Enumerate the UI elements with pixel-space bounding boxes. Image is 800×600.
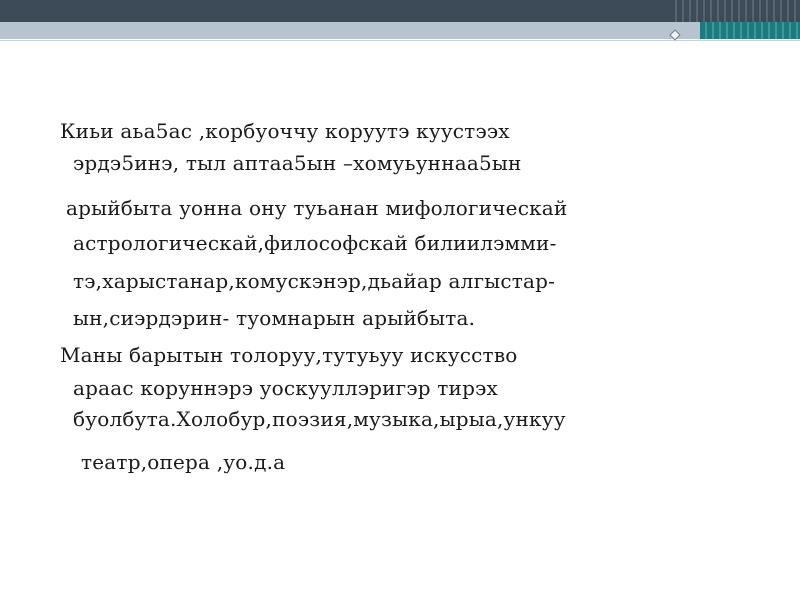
text-line: араас коруннэрэ уоскууллэригэр тирэх: [73, 376, 498, 400]
text-line: театр,опера ,уо.д.а: [81, 450, 286, 474]
text-line: тэ,харыстанар,комускэнэр,дьайар алгыстар-: [73, 269, 556, 293]
text-line: буолбута.Холобур,поэзия,музыка,ырыа,ункуу: [73, 407, 566, 431]
text-line: астрологическай,философскай билиилэмми-: [73, 231, 557, 255]
text-line: ын,сиэрдэрин- туомнарын арыйбыта.: [73, 306, 476, 330]
text-line: Киьи аьа5ас ,корбуоччу коруутэ куустээх: [60, 119, 510, 143]
text-line: Маны барытын толоруу,тутуьуу искусство: [60, 343, 518, 367]
text-line: эрдэ5инэ, тыл аптаа5ын –хомуьуннаа5ын: [73, 151, 522, 175]
text-line: арыйбыта уонна ону туьанан мифологическай: [66, 196, 568, 220]
